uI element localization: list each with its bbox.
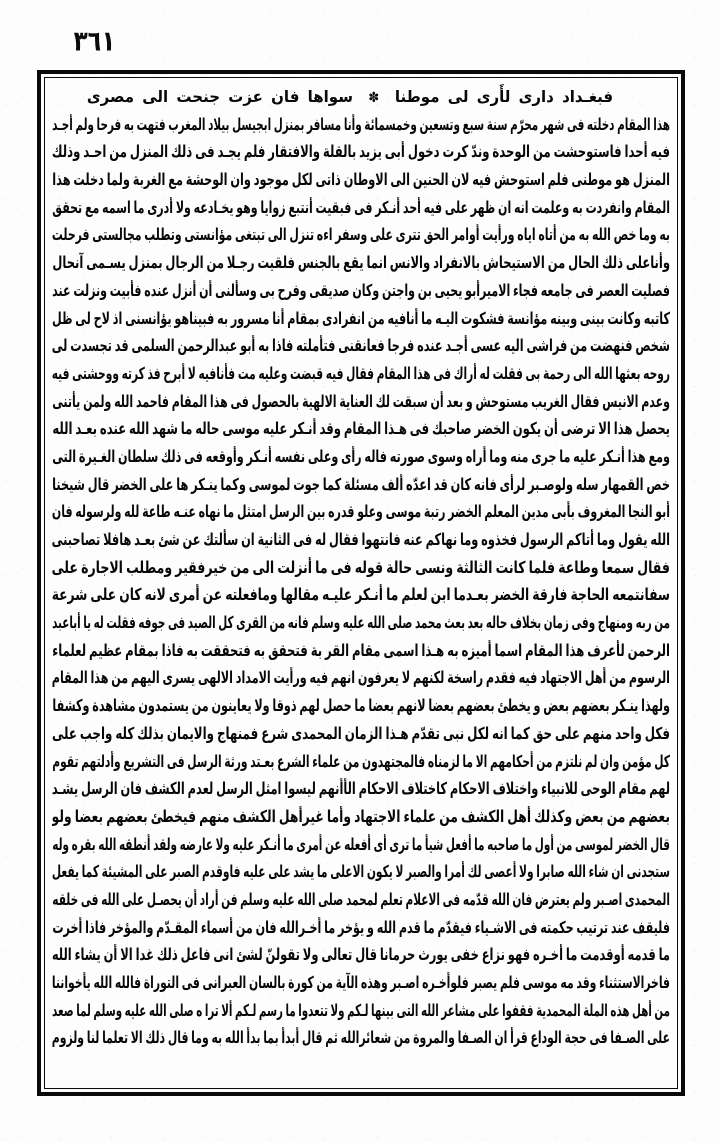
text-line: شخص فنهضت من فراشى اليه عسى أجـد عنده فرجا فعانقنى فتأملته فاذا به أبو عبدالرحمن السلمى قد تجسدت لى: [52, 336, 670, 356]
text-line: فقال سمعا وطاعة فلما كانت الثالثة ونسى حالة قوله فى ما أنزلت الى من خيرفقير ومطلب الاجارة على: [52, 558, 670, 578]
text-line: الرحمن لأعرف هذا المقام اسما أميزه به هـذا اسمى مقام القر بة فتحقق به فتحققت به فاذا بمقام عظيم لعلماء: [52, 641, 670, 661]
text-line: روحه بعثها الله الى رحمة بى فقلت له أراك فى هذا المقام فقال فيه قبضت وعليه مت فأنافيه لا أبرح فذ كرته ووحشتى فيه: [52, 364, 670, 384]
text-line: الله يقول وما أتاكم الرسول فخذوه وما نهاكم عنه فانتهوا فقال له فى الثانية ان سألتك عن شئ بعـد هافلا تصاحبنى: [52, 530, 670, 550]
text-line: المقام وانفردت به وعلمت انه ان ظهر على فيه أحد أنـكر فى فبقيت أنتبع زوايا وهو يخـادعه ولا أدرى ما اسمه مع تحقق: [52, 198, 670, 218]
text-line: سفانتمعه الحاجة فارقة الخضر بعـدما ابن لعلم ما أنـكر عليـه مقالها ومافعلته عن أمرى لانه كان على شرعة: [52, 585, 670, 605]
text-line: من أهل هذه الملة المحمدية فقفوا على مشاعر الله التى بينها لـكم ولا تتعدوا ما رسم لـكم ألا ترا ه صلى الله عليه وسلم لما صعد: [52, 1001, 670, 1021]
text-line: كل مؤمن وان لم نلتزم من أحكامهم الا ما لزمناه فالمجتهدون من علماء الشرع بعـتد ورثة الرسل فى التشريع وأدلتهم تقوم: [52, 751, 670, 771]
text-line: على الصـفا فى حجة الوداع قرأ ان الصـفا والمروة من شعائرالله ثم قال أبدأ بما بدأ الله به وما قال ذلك الا تعلما لنا ولزوم: [52, 1028, 670, 1048]
text-line: فيه أحدا فاستوحشت من الوحدة وندّ كرت دخول أبى يزيد بالقلة والافتقار فلم يجـد فى ذلك المنزل من احـد وذلك: [52, 142, 670, 162]
text-line: فليقف عند ترتيب حكمته فى الاشـياء فيقدّم ما قدم الله و يؤخر ما أخـرالله فان من أسماء المقـدّم والمؤخر فاذا أخرت: [52, 918, 670, 938]
text-line: وعدم الانيس فقال الغريب مستوحش و بعد أن سبقت لك العناية الالهية بالحصول فى هذا المقام فاحمد الله ولمن يأتنى: [52, 391, 670, 412]
text-line: قال الخضر لموسى من أول ما صاحبه ما أفعل شيأ ما ترى أى أفعله عن أمرى ما أنـكر عليه ولا عارضه ولقد أنطقه الله بقره وله: [52, 834, 670, 855]
text-line: من ربه ومنهاج وفى زمان بخلاف حاله بعد بعث محمد صلى الله عليه وسلم فانه من القرى كل الصيد فى جوفه فقلت له يا أباعبد: [52, 613, 670, 633]
text-line: به وما خص الله به من أتاه اياه ورأيت أوامر الحق تترى على وسفر اءه تنزل الى تبتغى مؤانستى وتطلب مجالستى فرحلت: [52, 225, 670, 245]
manuscript-text-block: [52, 84, 670, 1083]
folio-number: ٣٦١: [72, 26, 117, 58]
text-line: أبو النجا المغروف بأبى مدين المعلم الخضر رتبة موسى وعلو قدره بين الرسل امتثل ما نهاه عنـه طاعة لله ولرسوله فان: [52, 502, 670, 522]
text-line: فاخرالاستثناء وقد مه موسى فلم يصبر فلوأخـره اصـبر وهذه الآية من كورة بالسان العبرانى فى التوراة فالله الله يأخواننا: [52, 973, 670, 993]
text-line: هذا المقام دخلته فى شهر محرّم سنة سبع وتسعين وخمسمائة وأنا مسافر بمنزل ابجيسل بيلاد المغرب فتهت به فرحا ولم أجـد: [52, 115, 670, 135]
text-line: الرسوم من أهل الاجتهاد فيه فقدم راسخة لكنهم لا يعرفون انهم فيه ورأيت الامداد الالهى يسرى اليهم من هذا المقام: [52, 668, 670, 688]
text-line: المنزل هو موطنى فلم استوحش فيه لان الحنين الى الاوطان ذاتى لكل موجود وان الوحشة مع الغربة ولما دخلت هذا: [52, 170, 670, 190]
verse-separator-icon: ✽: [368, 90, 380, 107]
text-line: ستجدنى ان شاء الله صابرا ولا أعصى لك أمرا والصبر لا يكون الاعلى ما يشد على عليه فاوقدم الصبر على المشيئة كما يفعل: [52, 862, 670, 882]
verse-hemistich-second: سواها فان عزت جنحت الى مصرى: [86, 87, 353, 107]
text-line: خص القمهار سله ولوصـبر لرأى فانه كان قد اعدّه ألف مسئلة كما جوت لموسى وكما ينـكر ها على الخضر قال شيخنا: [52, 475, 670, 495]
text-line: وأناعلى ذلك الحال من الاستيحاش بالانفراد والانس انما يقع بالجنس فلقيت رجـلا من الرجال بمنزل يسـمى آنحال: [52, 253, 670, 273]
text-line: ومع هذا أنـكر عليه ما جرى منه وما أراه وسوى صورته فاله رأى وعلى نفسه أنـكر وأوقعه فى ذلك سلطان الغـيرة التى: [52, 447, 670, 467]
text-line: لهم مقام الوحى للانبياء واختلاف الاحكام كاختلاف الاحكام الأأنهم ليسوا امثل الرسل لعدم الكشف فان الرسل يشـد: [52, 779, 670, 799]
text-line: ولهذا ينـكر بعضهم بعض و يخطئ بعضهم بعضا لانهم بعضا ما حصل لهم ذوقا ولا يعاينون من يستمدون مشاهدة وكشفا: [52, 696, 670, 716]
text-line: بعضهم من بعض وكذلك أهل الكشف من علماء الاجتهاد وأما غيرأهل الكشف منهم فيخطئ بعضهم بعضا ولو: [52, 807, 670, 827]
text-line: فكل واحد منهم على حق كما انه لكل نبى تقدّم هـذا الزمان المحمدى شرع فمنهاج والايمان بذلك كله واجب على: [52, 724, 670, 744]
verse-hemistich-first: فبغـداد دارى لأَرى لى موطنا: [394, 87, 614, 107]
text-line: المحمدى اصـبر ولم يعترض فان الله قدّمه فى الاعلام تعلم لمحمد صلى الله عليه وسلم فن أراد أن يحصـل على الله فى خلقه: [52, 890, 670, 910]
text-line: كاتبه وكانت بينى وبينه مؤانسة فشكوت اليـه ما أنافيه من انفرادى بمقام أنا مسرور به فبيناهو يؤانسنى اذ لاح لى ظل: [52, 308, 670, 328]
text-line: يحصل هذا الا ترضى أن يكون الخضر صاحبك فى هـذا المقام وقد أنـكر عليه موسى حاله ما شهد الله عنده بعـد الله: [52, 419, 670, 439]
poetry-line: [52, 84, 670, 113]
text-line: فصليت العصر فى جامعه فجاء الاميرأبو يحيى بن واجتن وكان صديقى وفرح بى وسألنى أن أنزل عنده فأبيت ونزلت عند: [52, 281, 670, 301]
prose-body: [52, 112, 670, 1053]
text-line: ما قدمه أوقدمت ما أخـره فهو نزاع خفى يورث حرمانا قال تعالى ولا تقولنّ لشئ انى فاعل ذلك غدا الا أن يشاء الله: [52, 945, 670, 965]
